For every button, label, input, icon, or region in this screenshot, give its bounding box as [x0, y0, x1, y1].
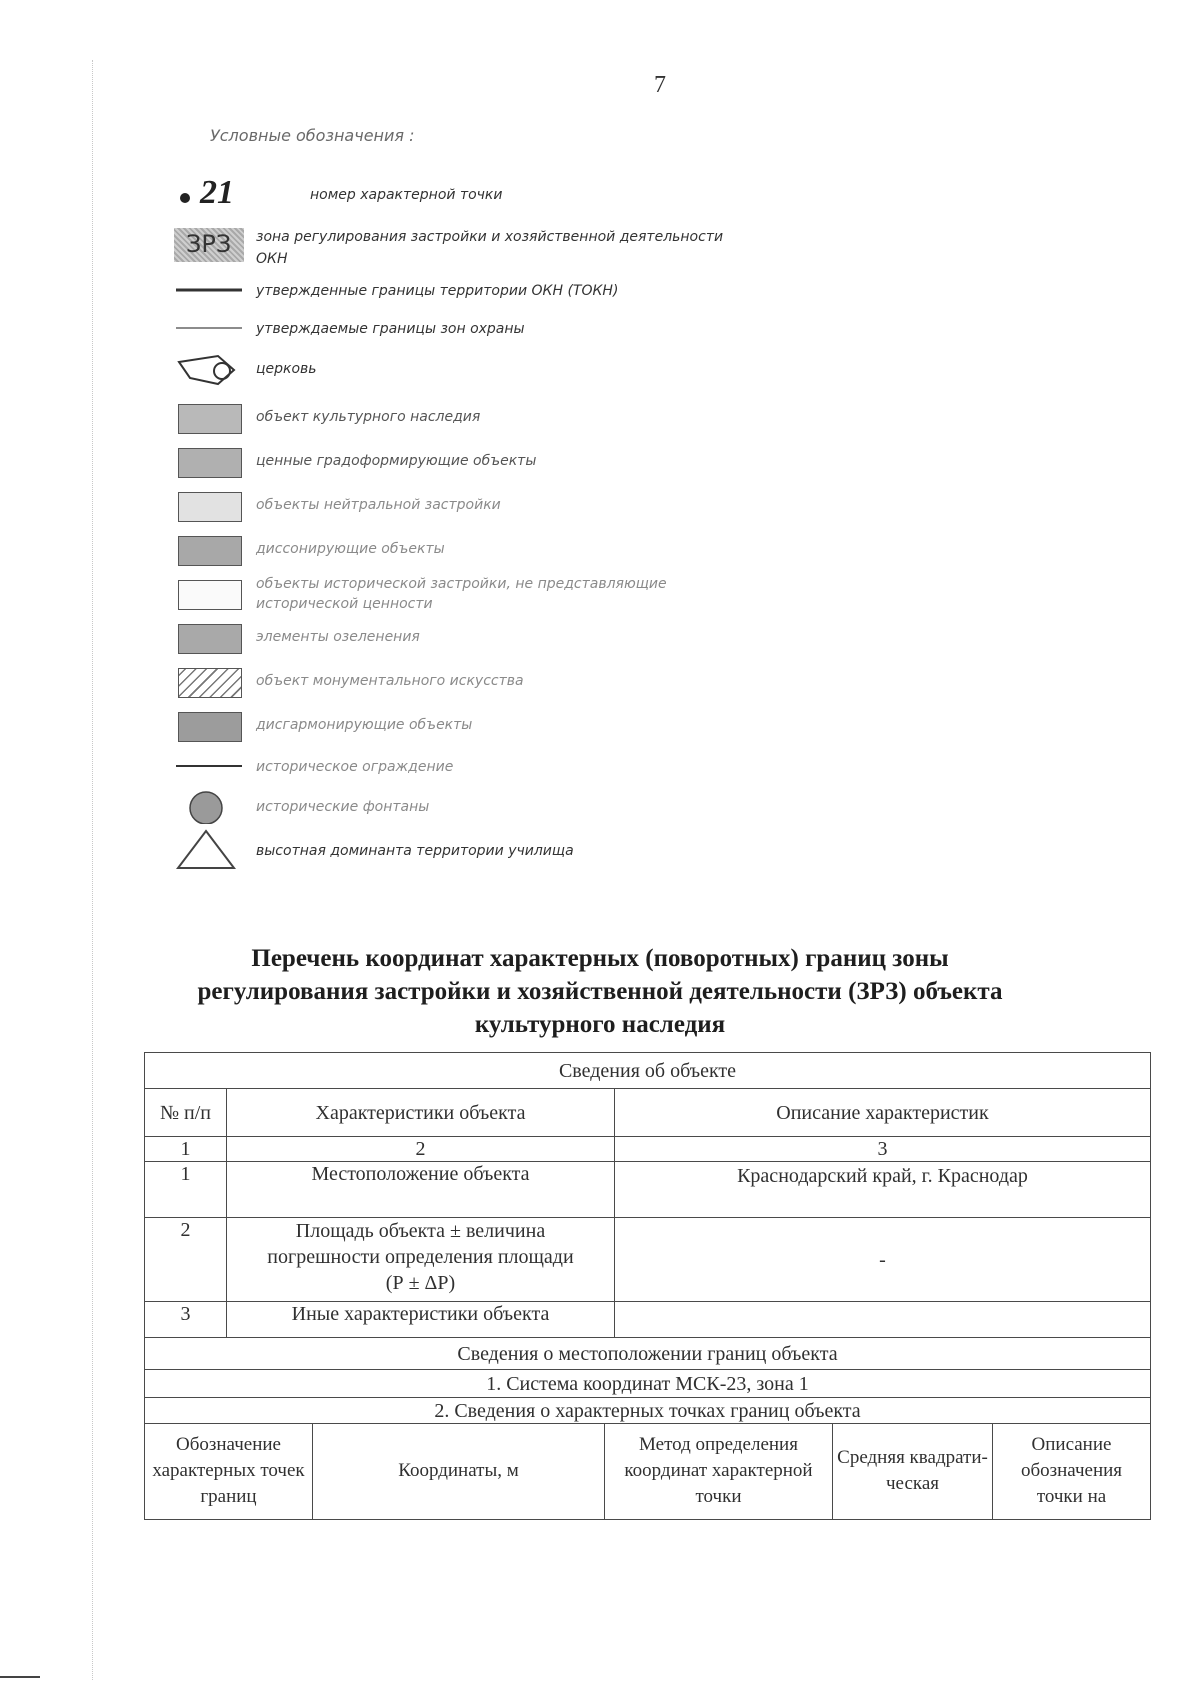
- legend-label: ценные градоформирующие объекты: [256, 453, 537, 469]
- legend-label: объекты нейтральной застройки: [256, 497, 501, 513]
- okn-swatch: [178, 404, 242, 434]
- legend-label: номер характерной точки: [310, 187, 503, 203]
- neutral-swatch: [178, 492, 242, 522]
- historic-swatch: [178, 580, 242, 610]
- points-header-table: [144, 1423, 1151, 1520]
- title-line-1: Перечень координат характерных (поворотных) границ зоны: [251, 945, 949, 972]
- fence-line-icon: [176, 754, 242, 788]
- row-description: Краснодарский край, г. Краснодар: [615, 1162, 1151, 1218]
- legend-label: объект монументального искусства: [256, 673, 524, 689]
- legend-label: элементы озеленения: [256, 629, 420, 645]
- legend-label: историческое ограждение: [256, 759, 454, 775]
- row-characteristic: Местоположение объекта: [227, 1162, 615, 1218]
- title-line-3: культурного наследия: [474, 1011, 726, 1038]
- fountain-circle-icon: [176, 790, 242, 824]
- legend-label: высотная доминанта территории училища: [256, 843, 574, 859]
- legend-label: диссонирующие объекты: [256, 541, 445, 557]
- document-title: [150, 942, 1050, 1041]
- zrz-symbol: [174, 228, 244, 262]
- column-number: 1: [145, 1137, 227, 1162]
- row-description: -: [615, 1218, 1151, 1302]
- legend-label: зона регулирования застройки и хозяйственной деятельности ОКН: [256, 229, 724, 267]
- header-coordinates: Координаты, м: [313, 1423, 605, 1519]
- table-row: [145, 1162, 1151, 1218]
- disharmonious-swatch: [178, 712, 242, 742]
- church-icon: [176, 352, 242, 386]
- row-no: 2: [145, 1218, 227, 1302]
- legend-label: церковь: [256, 361, 317, 377]
- header-method: Метод определения координат характерной точки: [605, 1423, 833, 1519]
- legend-label: объекты исторической застройки, не представляющие исторической ценности: [256, 576, 667, 612]
- zrz-abbr: ЗРЗ: [186, 230, 232, 258]
- triangle-icon: [176, 828, 242, 872]
- table-row: [145, 1302, 1151, 1338]
- section-boundary-location: Сведения о местоположении границ объекта: [145, 1338, 1151, 1370]
- object-info-table: [144, 1052, 1150, 1520]
- corner-mark: [0, 1676, 40, 1678]
- legend-label: утвержденные границы территории ОКН (ТОКН): [256, 283, 619, 299]
- valuable-swatch: [178, 448, 242, 478]
- section-characteristic-points: 2. Сведения о характерных точках границ объекта: [145, 1398, 1151, 1424]
- point-number-sample: 21: [200, 174, 234, 211]
- row-characteristic: Площадь объекта ± величина погрешности определения площади (Р ± ΔР): [227, 1218, 615, 1302]
- legend-label: дисгармонирующие объекты: [256, 717, 473, 733]
- section-coordinate-system: 1. Система координат МСК-23, зона 1: [145, 1370, 1151, 1398]
- row-characteristic: Иные характеристики объекта: [227, 1302, 615, 1338]
- page-number: 7: [654, 72, 666, 98]
- row-no: 1: [145, 1162, 227, 1218]
- table-row: [145, 1218, 1151, 1302]
- thick-line-icon: [176, 278, 242, 312]
- header-characteristics: Характеристики объекта: [227, 1089, 615, 1137]
- hatched-swatch: [178, 668, 242, 698]
- header-description: Описание характеристик: [615, 1089, 1151, 1137]
- greenery-swatch: [178, 624, 242, 654]
- point-number-symbol: [176, 174, 242, 214]
- header-no: № п/п: [145, 1089, 227, 1137]
- page-margin-line: [92, 60, 93, 1680]
- title-line-2: регулирования застройки и хозяйственной деятельности (ЗРЗ) объекта: [197, 978, 1003, 1005]
- dissonant-swatch: [178, 536, 242, 566]
- section-object-info: Сведения об объекте: [145, 1053, 1151, 1089]
- thin-line-icon: [176, 316, 242, 350]
- header-point-description: Описание обозначения точки на: [993, 1423, 1151, 1519]
- legend-label: исторические фонтаны: [256, 799, 430, 815]
- column-number: 3: [615, 1137, 1151, 1162]
- header-mean-square: Средняя квадрати-ческая: [833, 1423, 993, 1519]
- row-no: 3: [145, 1302, 227, 1338]
- legend-label: утверждаемые границы зон охраны: [256, 321, 525, 337]
- legend-title: Условные обозначения :: [210, 126, 415, 145]
- legend-label: объект культурного наследия: [256, 409, 481, 425]
- header-point-designation: Обозначение характерных точек границ: [145, 1423, 313, 1519]
- column-number: 2: [227, 1137, 615, 1162]
- row-description: [615, 1302, 1151, 1338]
